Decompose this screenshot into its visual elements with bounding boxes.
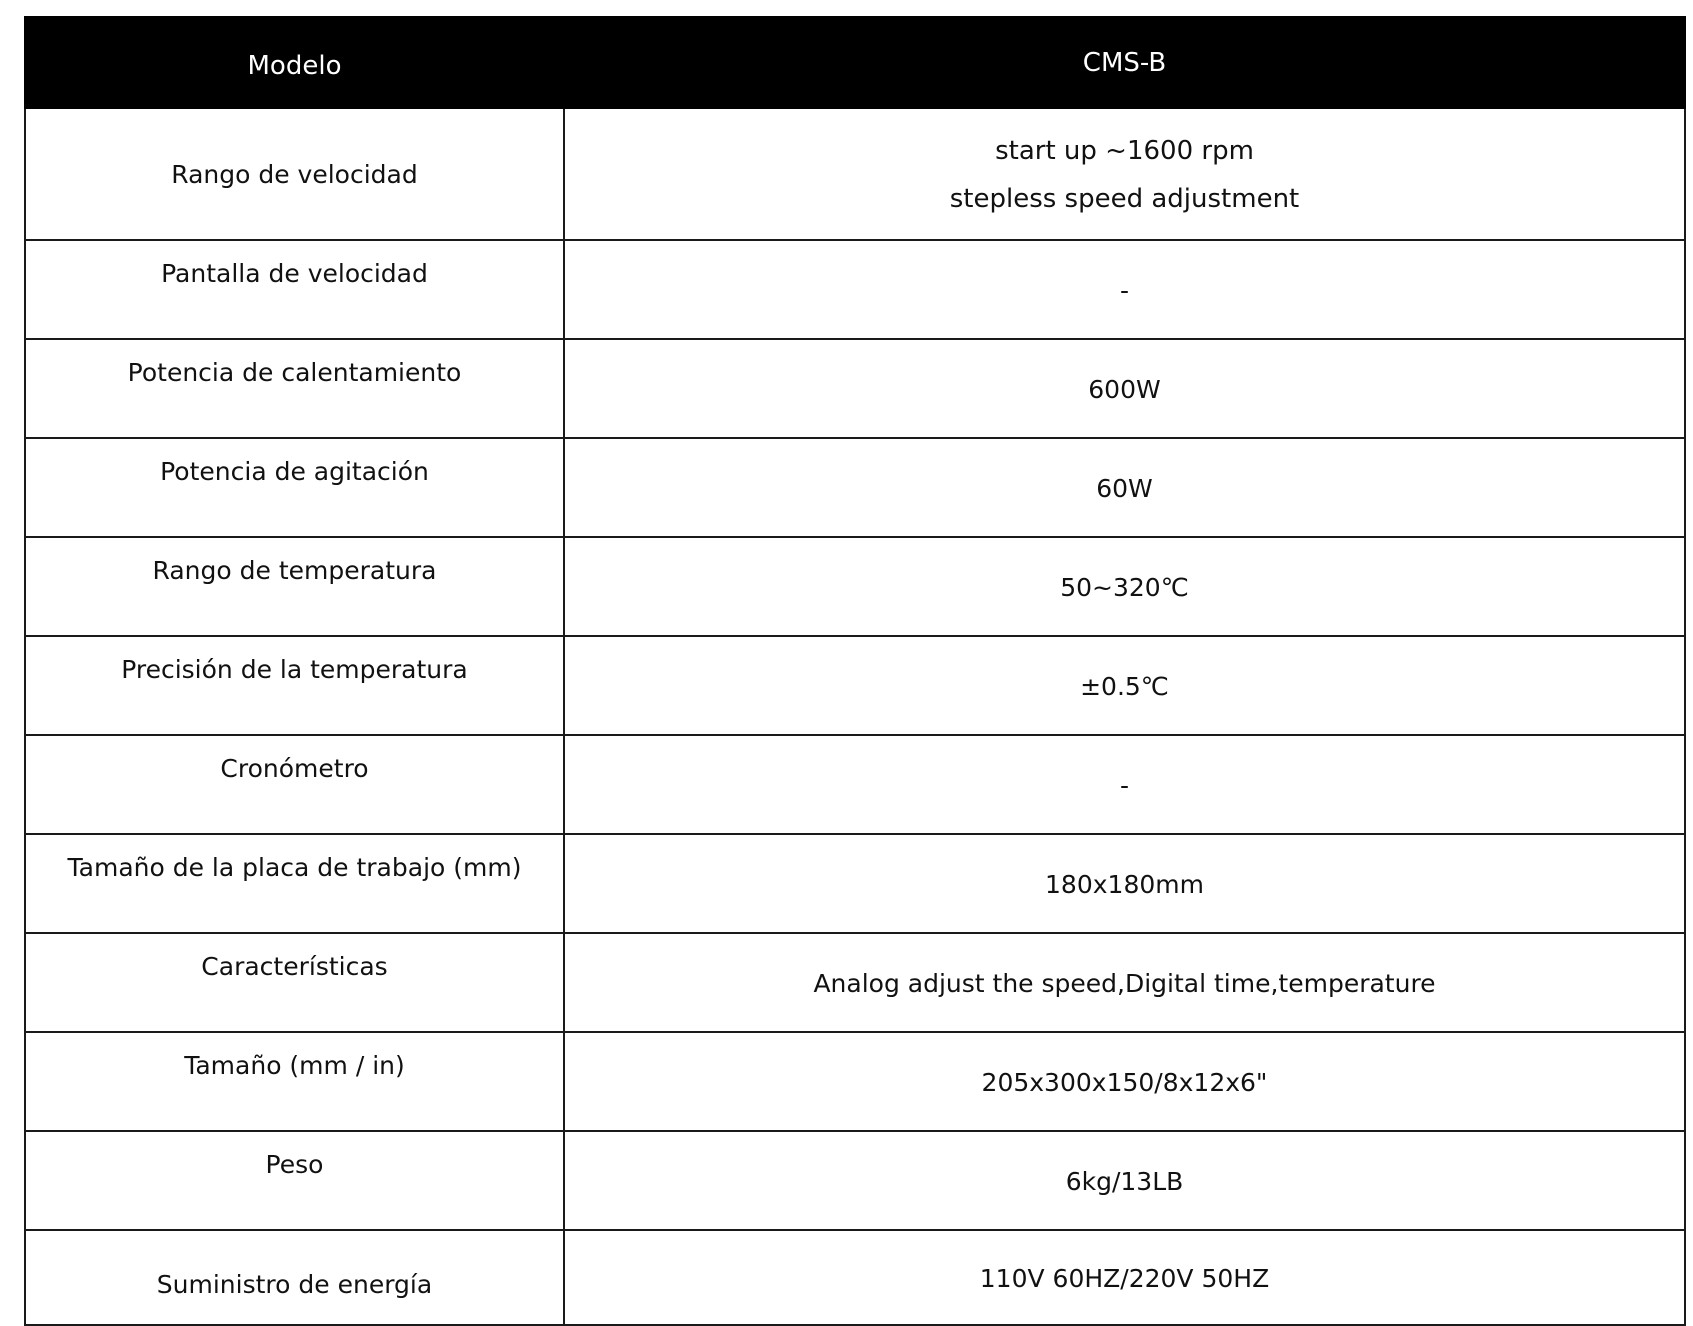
table-row xyxy=(25,1032,1685,1131)
row-label: Cronómetro xyxy=(25,735,564,834)
table-row xyxy=(25,108,1685,240)
header-model-value: CMS-B xyxy=(564,17,1685,108)
row-value: 50~320℃ xyxy=(564,537,1685,636)
row-value: 110V 60HZ/220V 50HZ xyxy=(564,1230,1685,1325)
row-value-line: start up ~1600 rpm xyxy=(995,136,1254,166)
row-label: Potencia de agitación xyxy=(25,438,564,537)
row-value: 6kg/13LB xyxy=(564,1131,1685,1230)
row-label: Tamaño (mm / in) xyxy=(25,1032,564,1131)
row-value xyxy=(564,108,1685,240)
table-row xyxy=(25,1131,1685,1230)
row-value: - xyxy=(564,240,1685,339)
row-value: ±0.5℃ xyxy=(564,636,1685,735)
row-label: Potencia de calentamiento xyxy=(25,339,564,438)
table-row xyxy=(25,240,1685,339)
row-label: Características xyxy=(25,933,564,1032)
row-value-line: stepless speed adjustment xyxy=(949,184,1300,214)
table-row xyxy=(25,933,1685,1032)
table-header-row xyxy=(25,17,1685,108)
row-value: 180x180mm xyxy=(564,834,1685,933)
table-row xyxy=(25,339,1685,438)
row-label: Rango de velocidad xyxy=(25,108,564,240)
spec-table xyxy=(24,16,1686,1326)
table-row xyxy=(25,735,1685,834)
row-label: Pantalla de velocidad xyxy=(25,240,564,339)
row-label: Rango de temperatura xyxy=(25,537,564,636)
row-label: Tamaño de la placa de trabajo (mm) xyxy=(25,834,564,933)
table-row xyxy=(25,537,1685,636)
row-value: 60W xyxy=(564,438,1685,537)
table-row xyxy=(25,834,1685,933)
row-value: - xyxy=(564,735,1685,834)
row-value: 600W xyxy=(564,339,1685,438)
row-label: Precisión de la temperatura xyxy=(25,636,564,735)
row-value: 205x300x150/8x12x6" xyxy=(564,1032,1685,1131)
row-value: Analog adjust the speed,Digital time,temperature xyxy=(564,933,1685,1032)
table-row xyxy=(25,438,1685,537)
header-label: Modelo xyxy=(25,17,564,108)
row-label: Suministro de energía xyxy=(25,1230,564,1325)
row-label: Peso xyxy=(25,1131,564,1230)
table-row xyxy=(25,1230,1685,1325)
table-row xyxy=(25,636,1685,735)
